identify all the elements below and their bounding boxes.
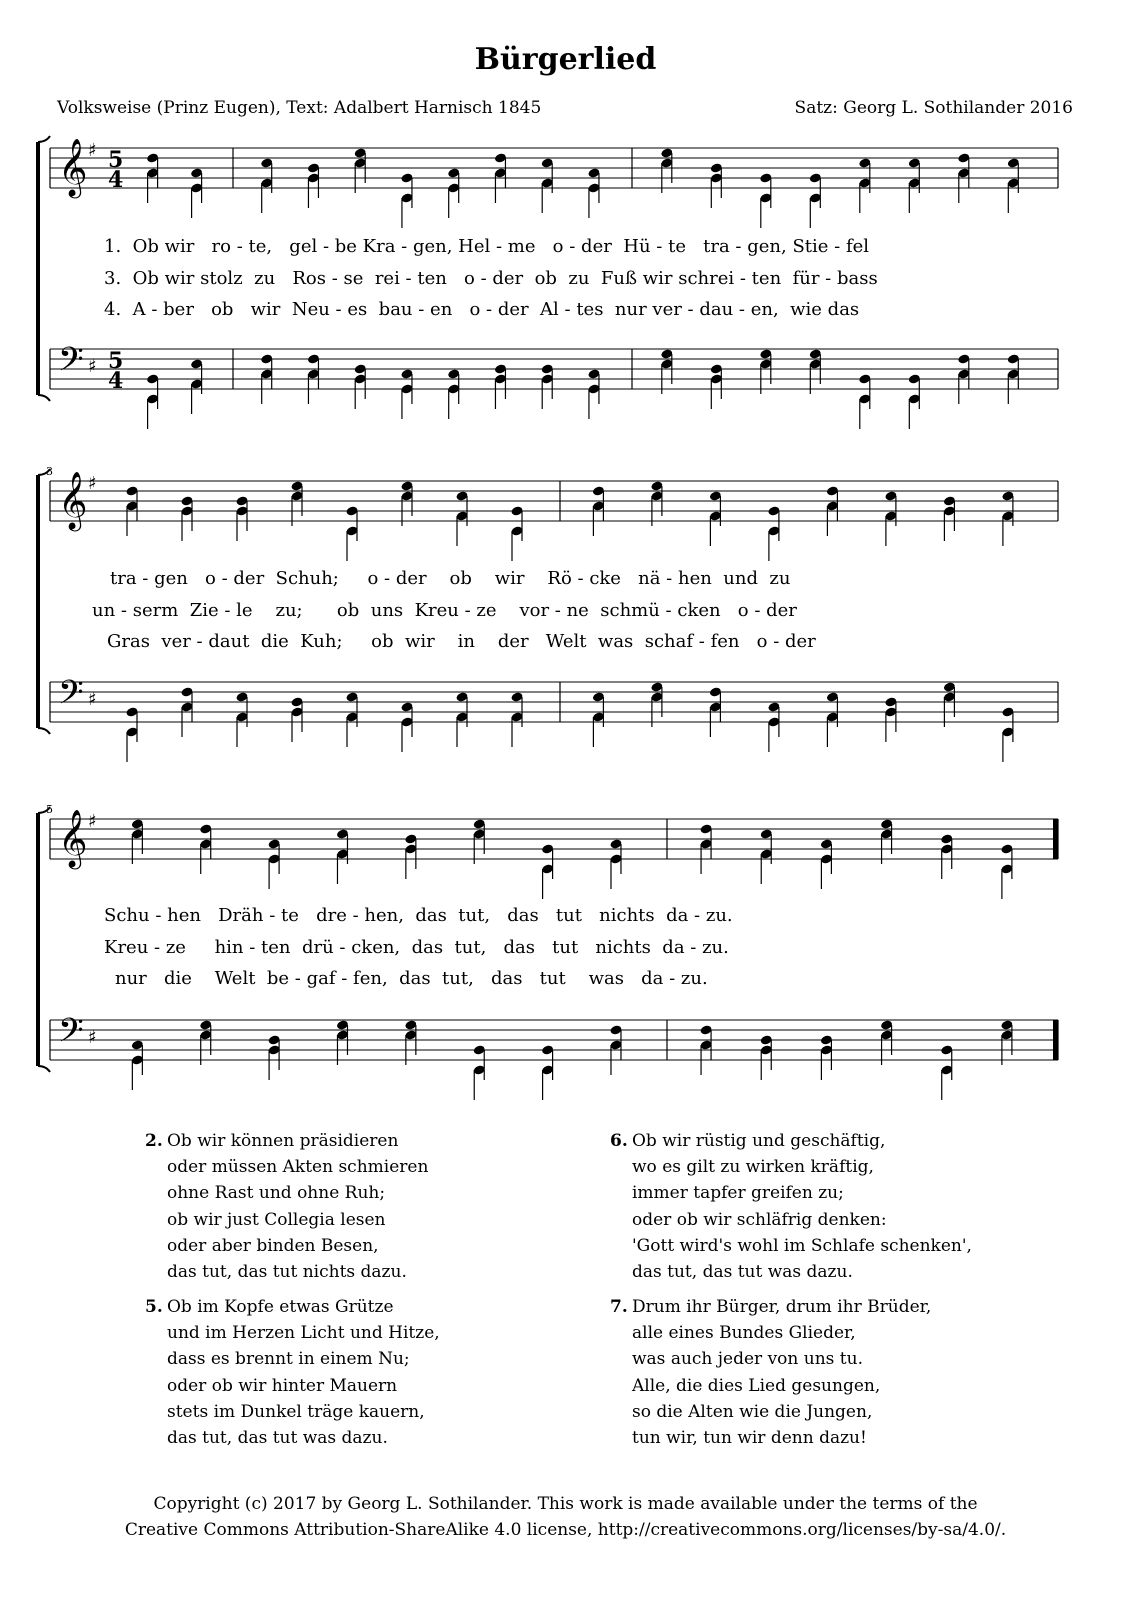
measure-number: 5 [46, 803, 53, 816]
stanza-line: alle eines Bundes Glieder, [632, 1323, 856, 1344]
stanza-line: wo es gilt zu wirken kräftig, [632, 1157, 874, 1178]
stanza-7 [610, 1294, 932, 1451]
time-sig-bottom: 4 [108, 167, 124, 193]
bass-clef: 𝄢 [58, 674, 84, 720]
stanza-line: immer tapfer greifen zu; [632, 1183, 844, 1204]
stanza-line: Drum ihr Bürger, drum ihr Brüder, [632, 1297, 932, 1317]
bass-clef: 𝄢 [58, 1012, 84, 1058]
stanza-line: Ob wir rüstig und geschäftig, [632, 1131, 886, 1151]
license-line: Creative Commons Attribution-ShareAlike 4.0 license, http://creativecommons.org/licenses/by-sa/4.0/. [124, 1520, 1007, 1540]
bass-clef: 𝄢 [58, 341, 84, 387]
stanza-line: oder ob wir schläfrig denken: [632, 1209, 887, 1230]
copyright-line: Copyright (c) 2017 by Georg L. Sothilander. This work is made available under the terms of the [153, 1494, 978, 1514]
stanza-line: oder aber binden Besen, [167, 1235, 379, 1256]
lyric-line: 1. Ob wir ro - te, gel - be Kra - gen, Hel - me o - der Hü - te tra - gen, Stie - fel [104, 236, 870, 257]
key-sharp: ♯ [88, 140, 97, 161]
stanza-line: dass es brennt in einem Nu; [167, 1349, 410, 1370]
stanza-number: 6. [610, 1131, 628, 1151]
lyric-line: 3. Ob wir stolz zu Ros - se rei - ten o - der ob zu Fuß wir schrei - ten für - bass [104, 268, 878, 289]
key-sharp: ♯ [88, 356, 97, 377]
stanza-line: das tut, das tut was dazu. [167, 1428, 388, 1449]
composer-credit: Volksweise (Prinz Eugen), Text: Adalbert Harnisch 1845 [57, 98, 542, 118]
stanza-line: und im Herzen Licht und Hitze, [167, 1323, 440, 1344]
stanza-line: ohne Rast und ohne Ruh; [167, 1183, 386, 1204]
key-sharp: ♯ [88, 473, 97, 494]
key-sharp: ♯ [88, 689, 97, 710]
song-title: Bürgerlied [474, 42, 657, 77]
stanza-2 [145, 1128, 429, 1285]
lyric-line: 4. A - ber ob wir Neu - es bau - en o - der Al - tes nur ver - dau - en, wie das [104, 299, 860, 320]
treble-clef: 𝄞 [58, 471, 88, 529]
measure-number: 3 [46, 465, 53, 478]
stanza-number: 7. [610, 1297, 628, 1317]
stanza-number: 2. [145, 1131, 163, 1151]
stanza-line: stets im Dunkel träge kauern, [167, 1401, 425, 1422]
stanza-5 [145, 1294, 440, 1451]
treble-clef: 𝄞 [58, 809, 88, 867]
arranger-credit: Satz: Georg L. Sothilander 2016 [794, 98, 1073, 118]
stanza-line: oder ob wir hinter Mauern [167, 1375, 398, 1396]
stanza-6 [610, 1128, 972, 1285]
time-sig-top: 5 [108, 348, 124, 374]
stanza-line: Alle, die dies Lied gesungen, [632, 1375, 881, 1396]
stanza-line: 'Gott wird's wohl im Schlafe schenken', [632, 1235, 972, 1256]
key-sharp: ♯ [88, 811, 97, 832]
stanza-number: 5. [145, 1297, 163, 1317]
stanza-line: tun wir, tun wir denn dazu! [632, 1428, 867, 1449]
lyric-line: Gras ver - daut die Kuh; ob wir in der Welt was schaf - fen o - der [107, 631, 816, 652]
stanza-line: was auch jeder von uns tu. [632, 1349, 863, 1370]
stanza-line: das tut, das tut nichts dazu. [167, 1262, 407, 1283]
lyric-line: un - serm Zie - le zu; ob uns Kreu - ze vor - ne schmü - cken o - der [92, 600, 797, 621]
stanza-line: das tut, das tut was dazu. [632, 1262, 853, 1283]
lyric-line: Schu - hen Dräh - te dre - hen, das tut, das tut nichts da - zu. [104, 905, 733, 926]
time-sig-top: 5 [108, 147, 124, 173]
stanza-line: Ob im Kopfe etwas Grütze [167, 1297, 394, 1317]
key-sharp: ♯ [88, 1027, 97, 1048]
lyric-line: nur die Welt be - gaf - fen, das tut, das tut was da - zu. [115, 968, 708, 989]
copyright-footer [0, 1491, 1131, 1543]
stanza-line: so die Alten wie die Jungen, [632, 1401, 873, 1422]
lyric-line: Kreu - ze hin - ten drü - cken, das tut, das tut nichts da - zu. [104, 937, 729, 958]
stanza-line: Ob wir können präsidieren [167, 1131, 399, 1151]
lyric-line: tra - gen o - der Schuh; o - der ob wir Rö - cke nä - hen und zu [110, 568, 791, 589]
stanza-line: ob wir just Collegia lesen [167, 1209, 386, 1230]
time-sig-bottom: 4 [108, 368, 124, 394]
treble-clef: 𝄞 [58, 138, 88, 196]
stanza-line: oder müssen Akten schmieren [167, 1157, 429, 1178]
